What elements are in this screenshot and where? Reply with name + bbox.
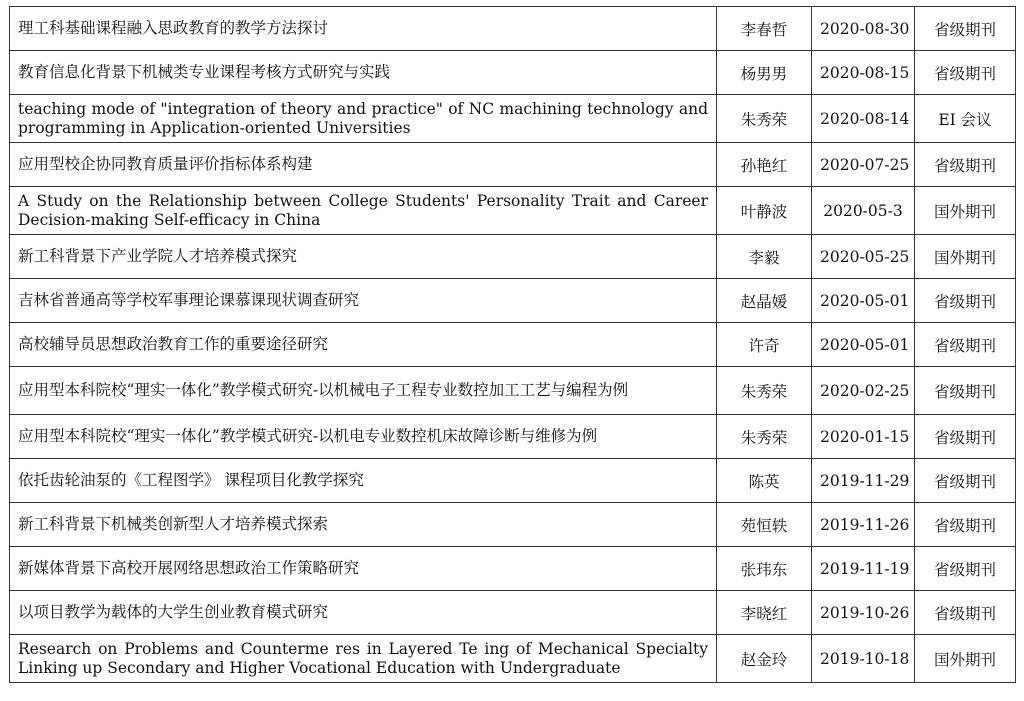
author-name: 李毅 [717,235,812,279]
venue-level: EI 会议 [915,95,1016,143]
venue-level: 省级期刊 [915,547,1016,591]
publish-date: 2019-11-29 [812,459,915,503]
publish-date: 2020-08-14 [812,95,915,143]
venue-level: 省级期刊 [915,367,1016,415]
paper-title: 应用型本科院校“理实一体化”教学模式研究-以机械电子工程专业数控加工工艺与编程为例 [10,367,717,415]
venue-level: 省级期刊 [915,279,1016,323]
venue-level: 国外期刊 [915,235,1016,279]
author-name: 李春哲 [717,7,812,51]
paper-title: 高校辅导员思想政治教育工作的重要途径研究 [10,323,717,367]
paper-title: Research on Problems and Counterme res in Layered Te ing of Mechanical Specialty Linking up Secondary and Higher Vocational Education with Undergraduate [10,635,717,683]
paper-title: 新工科背景下产业学院人才培养模式探究 [10,235,717,279]
paper-title: 应用型本科院校“理实一体化”教学模式研究-以机电专业数控机床故障诊断与维修为例 [10,415,717,459]
author-name: 朱秀荣 [717,95,812,143]
author-name: 许奇 [717,323,812,367]
table-row [10,367,1016,415]
paper-title: teaching mode of "integration of theory and practice" of NC machining technology and programming in Application-oriented Universities [10,95,717,143]
author-name: 杨男男 [717,51,812,95]
publish-date: 2020-08-30 [812,7,915,51]
publish-date: 2019-11-19 [812,547,915,591]
publish-date: 2019-11-26 [812,503,915,547]
author-name: 叶静波 [717,187,812,235]
venue-level: 省级期刊 [915,51,1016,95]
author-name: 李晓红 [717,591,812,635]
venue-level: 国外期刊 [915,187,1016,235]
table-row [10,235,1016,279]
paper-title: 吉林省普通高等学校军事理论课慕课现状调查研究 [10,279,717,323]
author-name: 朱秀荣 [717,415,812,459]
publish-date: 2019-10-18 [812,635,915,683]
author-name: 朱秀荣 [717,367,812,415]
table-row [10,591,1016,635]
table-row [10,459,1016,503]
table-row [10,7,1016,51]
publish-date: 2020-05-01 [812,323,915,367]
venue-level: 省级期刊 [915,591,1016,635]
paper-title: 依托齿轮油泵的《工程图学》 课程项目化教学探究 [10,459,717,503]
author-name: 陈英 [717,459,812,503]
venue-level: 省级期刊 [915,323,1016,367]
publish-date: 2020-01-15 [812,415,915,459]
table-row [10,51,1016,95]
venue-level: 省级期刊 [915,143,1016,187]
publish-date: 2020-05-01 [812,279,915,323]
author-name: 赵晶媛 [717,279,812,323]
table-row [10,143,1016,187]
venue-level: 省级期刊 [915,7,1016,51]
table-row [10,187,1016,235]
publish-date: 2020-05-3 [812,187,915,235]
table-row [10,503,1016,547]
paper-title: 以项目教学为载体的大学生创业教育模式研究 [10,591,717,635]
table-row [10,547,1016,591]
paper-title: 应用型校企协同教育质量评价指标体系构建 [10,143,717,187]
venue-level: 国外期刊 [915,635,1016,683]
publish-date: 2020-08-15 [812,51,915,95]
paper-title: A Study on the Relationship between College Students' Personality Trait and Career Decision-making Self-efficacy in China [10,187,717,235]
publish-date: 2020-02-25 [812,367,915,415]
paper-title: 新媒体背景下高校开展网络思想政治工作策略研究 [10,547,717,591]
author-name: 张玮东 [717,547,812,591]
author-name: 赵金玲 [717,635,812,683]
table-row [10,635,1016,683]
author-name: 苑恒轶 [717,503,812,547]
paper-title: 新工科背景下机械类创新型人才培养模式探索 [10,503,717,547]
publish-date: 2019-10-26 [812,591,915,635]
publication-table [9,6,1016,683]
table-row [10,279,1016,323]
table-row [10,415,1016,459]
publish-date: 2020-07-25 [812,143,915,187]
table-row [10,95,1016,143]
venue-level: 省级期刊 [915,459,1016,503]
venue-level: 省级期刊 [915,503,1016,547]
paper-title: 理工科基础课程融入思政教育的教学方法探讨 [10,7,717,51]
venue-level: 省级期刊 [915,415,1016,459]
paper-title: 教育信息化背景下机械类专业课程考核方式研究与实践 [10,51,717,95]
author-name: 孙艳红 [717,143,812,187]
table-row [10,323,1016,367]
publication-table-page [9,6,1015,683]
publish-date: 2020-05-25 [812,235,915,279]
